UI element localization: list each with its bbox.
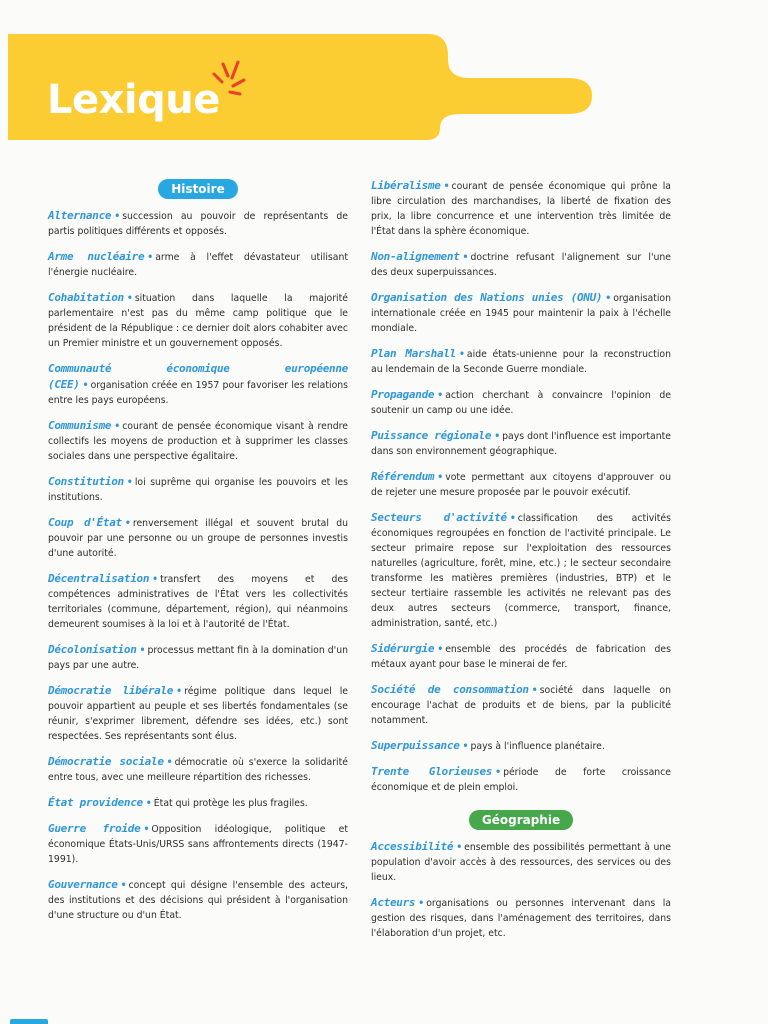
bullet-dot-icon: •	[147, 252, 154, 263]
glossary-entry	[48, 683, 348, 744]
glossary-definition: période de forte croissance économique et de plein emploi.	[371, 767, 671, 793]
glossary-term: Secteurs d'activité	[371, 511, 507, 524]
bullet-dot-icon: •	[531, 685, 538, 696]
glossary-definition: loi suprême qui organise les pouvoirs et les institutions.	[48, 477, 348, 503]
glossary-term: Acteurs	[371, 896, 416, 909]
glossary-entry	[48, 208, 348, 239]
glossary-entry	[48, 474, 348, 505]
glossary-entry	[48, 642, 348, 673]
glossary-entry	[48, 361, 348, 408]
glossary-term: Constitution	[48, 475, 124, 488]
glossary-term: Communisme	[48, 419, 112, 432]
glossary-definition: organisation créée en 1957 pour favoriser les relations entre les pays européens.	[48, 380, 348, 406]
glossary-entry	[48, 249, 348, 280]
bullet-dot-icon: •	[437, 472, 444, 483]
bullet-dot-icon: •	[124, 518, 131, 529]
glossary-list-geographie	[371, 839, 671, 941]
glossary-definition: action cherchant à convaincre l'opinion de soutenir un camp ou une idée.	[371, 390, 671, 416]
bullet-dot-icon: •	[509, 513, 516, 524]
glossary-term: Cohabitation	[48, 291, 124, 304]
left-column	[48, 178, 348, 933]
glossary-term: Société de consommation	[371, 683, 529, 696]
bullet-dot-icon: •	[418, 898, 425, 909]
glossary-term: Accessibilité	[371, 840, 454, 853]
glossary-term: Communauté économique européenne (CEE)	[48, 362, 348, 391]
glossary-term: Trente Glorieuses	[371, 765, 493, 778]
bullet-dot-icon: •	[166, 757, 173, 768]
bullet-dot-icon: •	[120, 880, 127, 891]
glossary-term: Libéralisme	[371, 179, 441, 192]
page-corner-tab	[10, 1019, 48, 1024]
glossary-definition: transfert des moyens et des compétences administratives de l'État vers les collectivités territoriales (commune, département, région), qui néanmoins demeurent soumises à la loi et à l'autorité de l'État.	[48, 574, 348, 630]
glossary-term: État providence	[48, 796, 143, 809]
glossary-entry	[48, 290, 348, 351]
glossary-entry	[48, 795, 348, 811]
glossary-term: Décentralisation	[48, 572, 150, 585]
glossary-definition: Opposition idéologique, politique et économique États-Unis/URSS sans affrontements directs (1947-1991).	[48, 824, 348, 865]
glossary-entry	[371, 346, 671, 377]
bullet-dot-icon: •	[139, 645, 146, 656]
glossary-entry	[371, 839, 671, 885]
glossary-definition: concept qui désigne l'ensemble des acteurs, des institutions et des décisions qui président à l'organisation d'une structure ou d'un État.	[48, 880, 348, 921]
glossary-definition: démocratie où s'exerce la solidarité entre tous, avec une meilleure répartition des richesses.	[48, 757, 348, 783]
glossary-term: Propagande	[371, 388, 435, 401]
glossary-definition: pays dont l'influence est importante dans son environnement géographique.	[371, 431, 671, 457]
glossary-entry	[371, 641, 671, 672]
bullet-dot-icon: •	[143, 824, 150, 835]
glossary-entry	[371, 738, 671, 754]
page-title: Lexique	[47, 77, 220, 123]
glossary-entry	[48, 877, 348, 923]
bullet-dot-icon: •	[152, 574, 159, 585]
glossary-definition: organisation internationale créée en 1945 pour maintenir la paix à l'échelle mondiale.	[371, 293, 671, 334]
glossary-term: Décolonisation	[48, 643, 137, 656]
glossary-term: Plan Marshall	[371, 347, 456, 360]
bullet-dot-icon: •	[114, 211, 121, 222]
glossary-definition: pays à l'influence planétaire.	[470, 741, 605, 752]
glossary-definition: régime politique dans lequel le pouvoir appartient au peuple et ses libertés fondamentales (se réunir, s'exprimer librement, défendre ses idées, etc.) sont respectées. Ses représentants sont élus.	[48, 686, 348, 742]
glossary-term: Démocratie sociale	[48, 755, 164, 768]
glossary-definition: situation dans laquelle la majorité parlementaire n'est pas du même camp politique que le président de la République : ce dernier doit alors cohabiter avec un Premier ministre et un gouvernement opposés.	[48, 293, 348, 349]
glossary-definition: arme à l'effet dévastateur utilisant l'énergie nucléaire.	[48, 252, 348, 278]
glossary-list-histoire	[48, 208, 348, 923]
glossary-entry	[48, 754, 348, 785]
glossary-definition: ensemble des possibilités permettant à une population d'avoir accès à des ressources, des services ou des lieux.	[371, 842, 671, 883]
glossary-definition: doctrine refusant l'alignement sur l'une des deux superpuissances.	[371, 252, 671, 278]
glossary-term: Superpuissance	[371, 739, 460, 752]
section-badge-geographie: Géographie	[469, 810, 573, 830]
glossary-definition: organisations ou personnes intervenant dans la gestion des risques, dans l'aménagement des territoires, dans l'élaboration d'un projet, etc.	[371, 898, 671, 939]
glossary-entry	[371, 510, 671, 631]
glossary-entry	[48, 571, 348, 632]
bullet-dot-icon: •	[126, 477, 133, 488]
glossary-term: Arme nucléaire	[48, 250, 145, 263]
glossary-list-histoire-continued	[371, 178, 671, 795]
glossary-definition: vote permettant aux citoyens d'approuver ou de rejeter une mesure proposée par le pouvoir exécutif.	[371, 472, 671, 498]
glossary-definition: ensemble des procédés de fabrication des métaux ayant pour base le minerai de fer.	[371, 644, 671, 670]
glossary-term: Non-alignement	[371, 250, 460, 263]
glossary-entry	[371, 178, 671, 239]
bullet-dot-icon: •	[443, 181, 450, 192]
bullet-dot-icon: •	[458, 349, 465, 360]
glossary-entry	[371, 428, 671, 459]
glossary-entry	[371, 895, 671, 941]
glossary-term: Gouvernance	[48, 878, 118, 891]
glossary-term: Coup d'État	[48, 516, 122, 529]
right-column	[371, 178, 671, 951]
glossary-term: Sidérurgie	[371, 642, 435, 655]
bullet-dot-icon: •	[456, 842, 463, 853]
glossary-definition: succession au pouvoir de représentants de partis politiques différents et opposés.	[48, 211, 348, 237]
glossary-term: Démocratie libérale	[48, 684, 174, 697]
glossary-definition: courant de pensée économique visant à rendre collectifs les moyens de production et à supprimer les classes sociales dans une perspective égalitaire.	[48, 421, 348, 462]
glossary-term: Alternance	[48, 209, 112, 222]
glossary-entry	[371, 682, 671, 728]
bullet-dot-icon: •	[114, 421, 121, 432]
glossary-term: Guerre froide	[48, 822, 141, 835]
glossary-term: Puissance régionale	[371, 429, 492, 442]
bullet-dot-icon: •	[462, 741, 469, 752]
glossary-entry	[371, 387, 671, 418]
glossary-definition: État qui protège les plus fragiles.	[153, 798, 308, 809]
glossary-definition: courant de pensée économique qui prône la libre circulation des marchandises, la liberté de fixation des prix, la libre concurrence et une intervention très limitée de l'État dans la sphère économique.	[371, 181, 671, 237]
glossary-definition: société dans laquelle on encourage l'achat de produits et de biens, par la publicité notamment.	[371, 685, 671, 726]
glossary-definition: aide états-unienne pour la reconstruction au lendemain de la Seconde Guerre mondiale.	[371, 349, 671, 375]
glossary-entry	[371, 249, 671, 280]
bullet-dot-icon: •	[437, 390, 444, 401]
glossary-entry	[48, 515, 348, 561]
glossary-term: Référendum	[371, 470, 435, 483]
glossary-definition: processus mettant fin à la domination d'un pays par une autre.	[48, 645, 348, 671]
bullet-dot-icon: •	[494, 431, 501, 442]
glossary-entry	[48, 821, 348, 867]
glossary-entry	[371, 469, 671, 500]
section-badge-histoire: Histoire	[158, 179, 237, 199]
bullet-dot-icon: •	[605, 293, 612, 304]
bullet-dot-icon: •	[176, 686, 183, 697]
bullet-dot-icon: •	[437, 644, 444, 655]
bullet-dot-icon: •	[82, 380, 89, 391]
bullet-dot-icon: •	[495, 767, 502, 778]
glossary-entry	[371, 764, 671, 795]
glossary-term: Organisation des Nations unies (ONU)	[371, 291, 603, 304]
glossary-entry	[48, 418, 348, 464]
glossary-definition: renversement illégal et souvent brutal du pouvoir par une personne ou un groupe de personnes investis d'une autorité.	[48, 518, 348, 559]
glossary-definition: classification des activités économiques regroupées en fonction de l'activité principale. Le secteur primaire repose sur l'exploitation des ressources naturelles (agriculture, forêt, mine, etc.) ; le secteur secondaire transforme les matières premières (industries, BTP) et le secteur tertiaire rassemble les activités ne relevant pas des deux autres secteurs (commerce, transport, finance, administration, santé, etc.)	[371, 513, 671, 629]
spark-decoration-icon	[208, 60, 248, 100]
bullet-dot-icon: •	[126, 293, 133, 304]
glossary-entry	[371, 290, 671, 336]
bullet-dot-icon: •	[145, 798, 152, 809]
bullet-dot-icon: •	[462, 252, 469, 263]
